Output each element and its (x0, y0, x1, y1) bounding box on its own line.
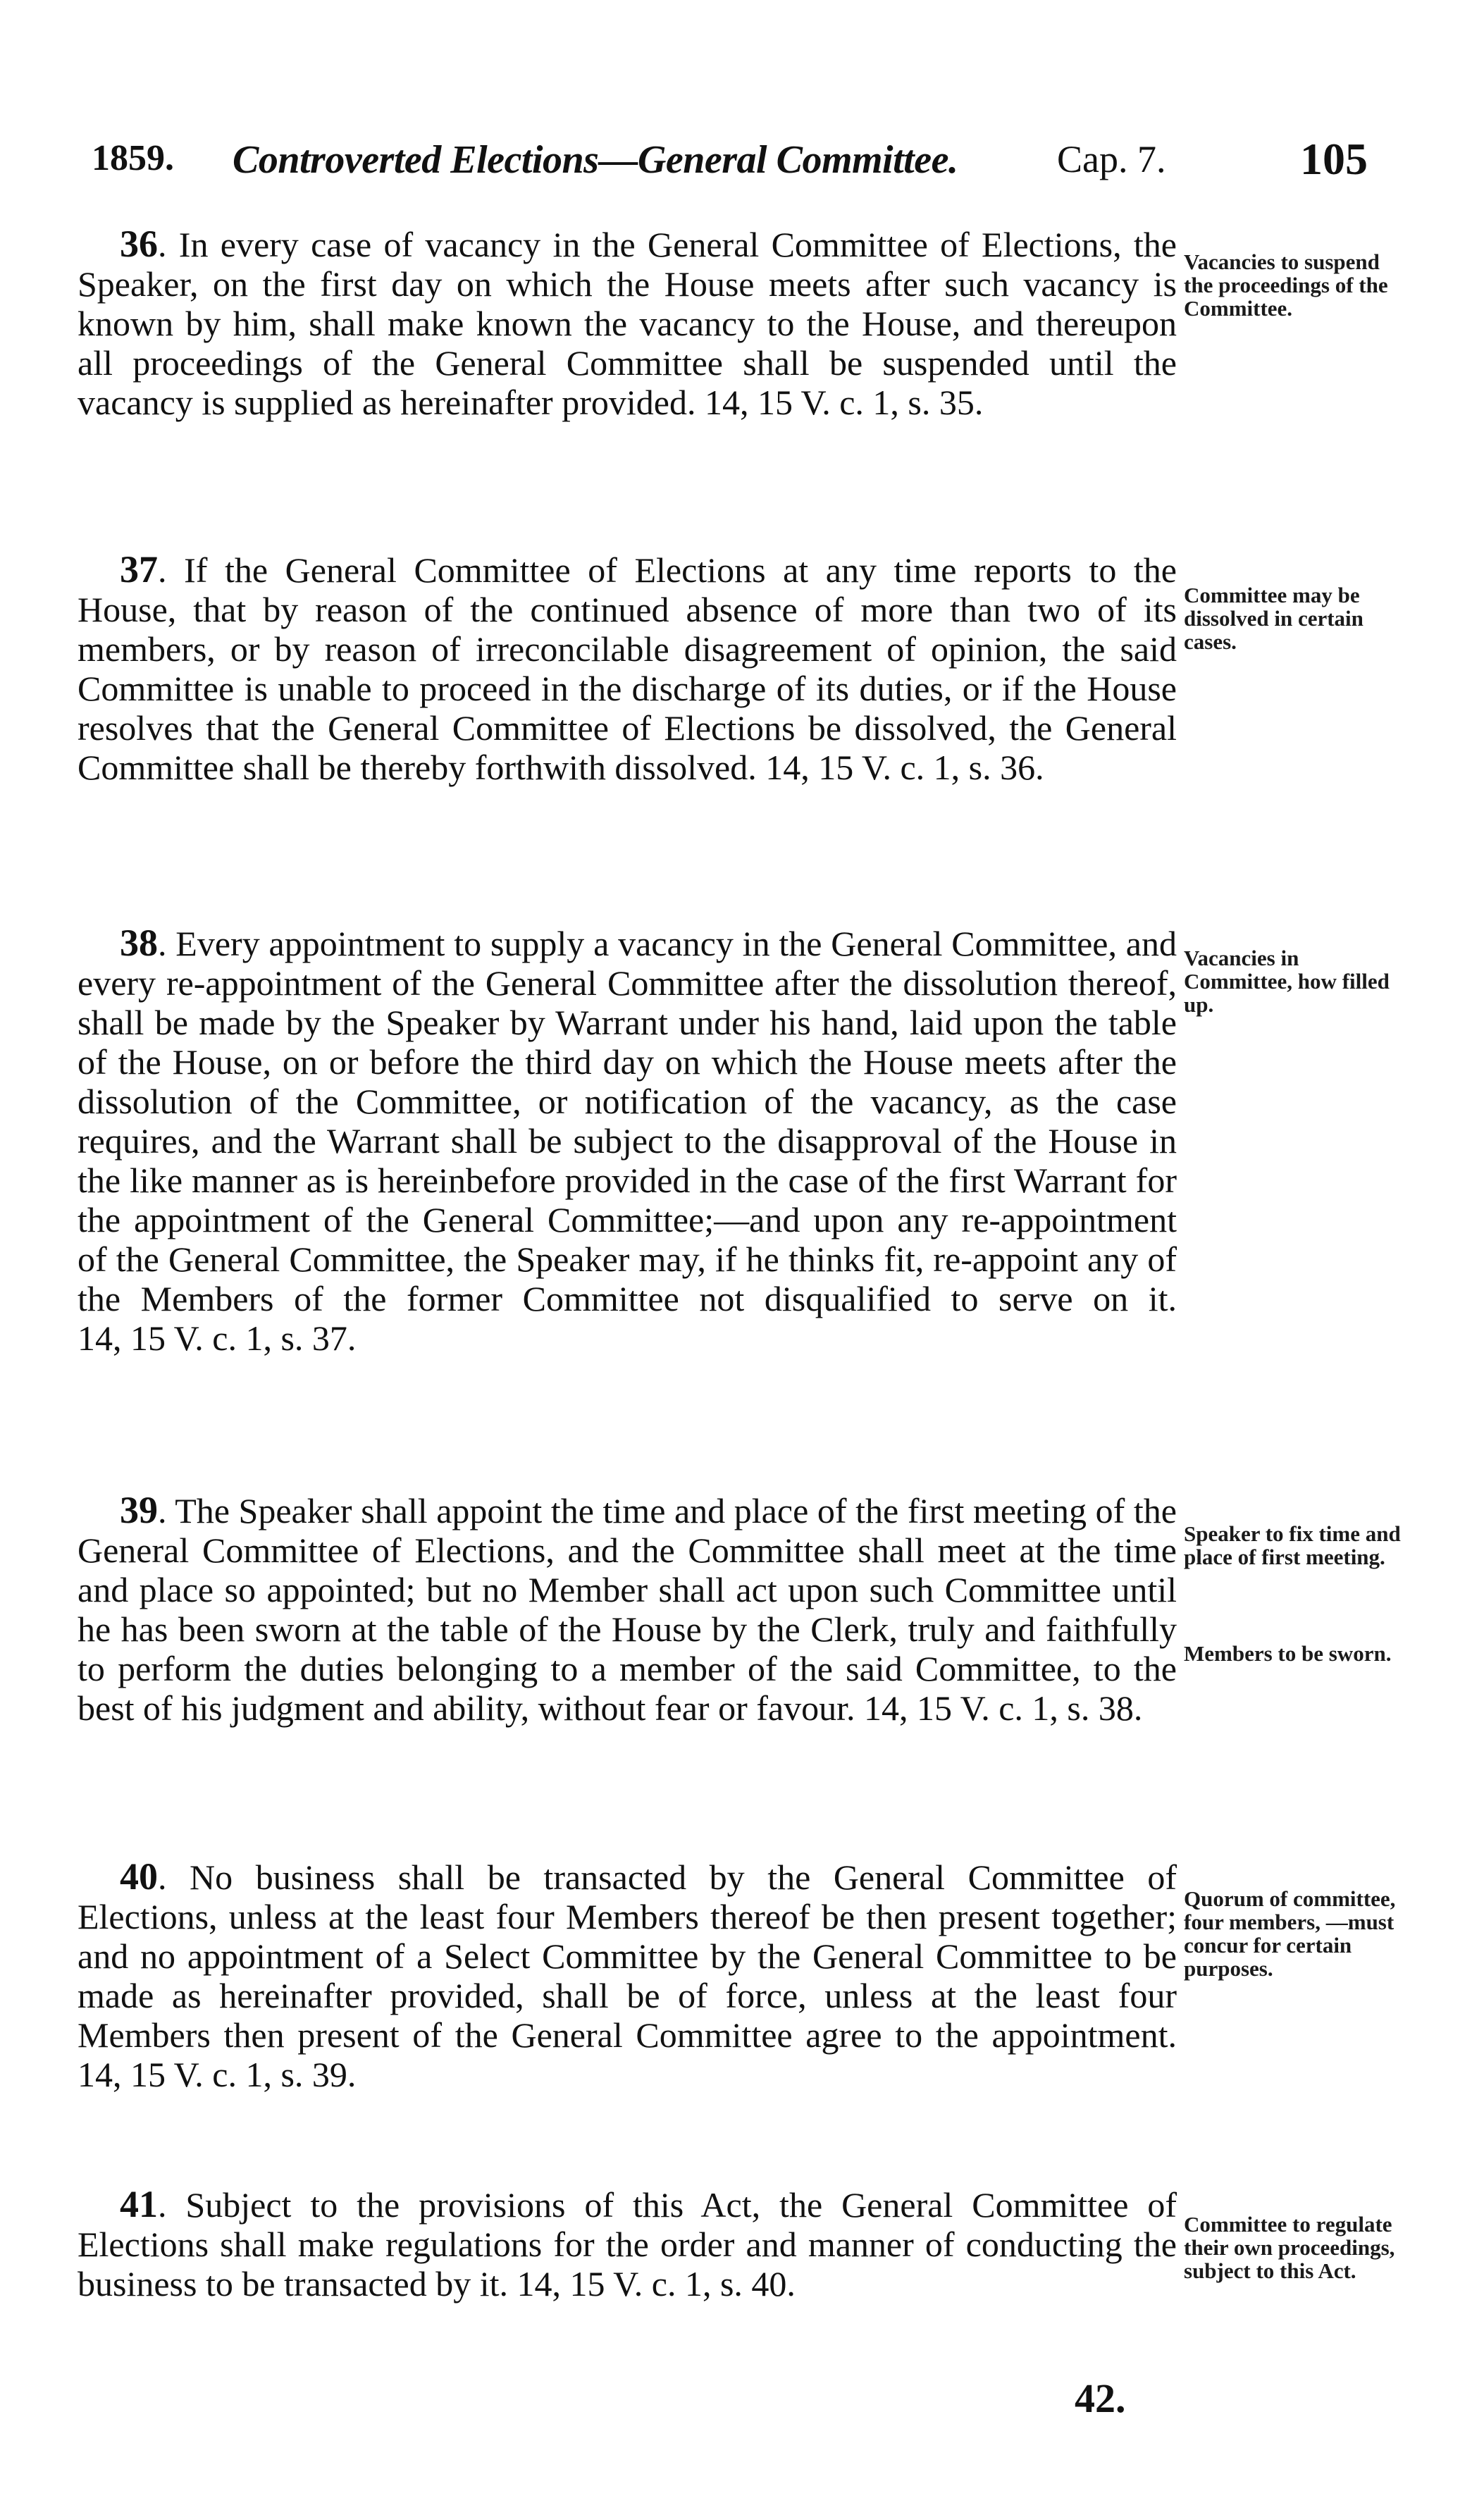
header-chapter: Cap. 7. (1057, 138, 1166, 180)
section-citation: 14, 15 V. c. 1, s. 35. (704, 383, 984, 422)
section-paragraph (78, 1490, 1177, 1728)
section-paragraph (78, 550, 1177, 787)
section-number: 36 (120, 223, 158, 265)
section-number: 38 (120, 922, 158, 964)
section-text: . The Speaker shall appoint the time and place of the first meeting of the General Committee of Elections, and the Committee shall meet at the time and place so appointed; but no Member shall act upon such Committee until he has been sworn at the table of the House by the Clerk, truly and faithfully to perform the duties belonging to a member of the said Committee, to the best of his judgment and ability, without fear or favour. (78, 1491, 1177, 1728)
margin-note-40: Quorum of committee, four members, —must concur for certain purposes. (1184, 1886, 1396, 1981)
section-number: 37 (120, 548, 158, 590)
section-number: 39 (120, 1489, 158, 1531)
section-text: . If the General Committee of Elections at any time reports to the House, that by reason of the continued absence of more than two of its members, or by reason of irreconcilable disagreement of opinion, the said Committee is unable to proceed in the discharge of its duties, or if the House resolves that the General Committee of Elections be dissolved, the General Committee shall be thereby forthwith dissolved. (78, 550, 1177, 787)
section-citation: 14, 15 V. c. 1, s. 40. (517, 2264, 796, 2303)
margin-note-37: Committee may be dissolved in certain cases. (1184, 583, 1364, 654)
section-citation: 14, 15 V. c. 1, s. 36. (765, 748, 1044, 787)
section-number: 41 (120, 2183, 158, 2225)
section-citation: 14, 15 V. c. 1, s. 37. (78, 1318, 357, 1358)
section-citation: 14, 15 V. c. 1, s. 39. (78, 2055, 357, 2094)
section-36 (78, 224, 1177, 422)
section-text: . Every appointment to supply a vacancy in the General Committee, and every re-appointment of the General Committee after the dissolution thereof, shall be made by the Speaker by Warrant under his hand, laid upon the table of the House, on or before the third day on which the House meets after the dissolution of the Committee, or notification of the vacancy, as the case requires, and the Warrant shall be subject to the disapproval of the House in the like manner as is hereinbefore provided in the case of the first Warrant for the appointment of the General Committee;—and upon any re-appointment of the General Committee, the Speaker may, if he thinks fit, re-appoint any of the Members of the former Committee not disqualified to serve on it. (78, 924, 1177, 1318)
section-40 (78, 1857, 1177, 2094)
section-citation: 14, 15 V. c. 1, s. 38. (863, 1688, 1143, 1728)
section-text: . In every case of vacancy in the General Committee of Elections, the Speaker, on the first day on which the House meets after such vacancy is known by him, shall make known the vacancy to the House, and thereupon all proceedings of the General Committee shall be suspended until the vacancy is supplied as hereinafter provided. (78, 225, 1177, 422)
section-paragraph (78, 1857, 1177, 2094)
section-paragraph (78, 2184, 1177, 2303)
header-year: 1859. (92, 138, 174, 178)
section-41 (78, 2184, 1177, 2303)
page-number: 105 (1300, 134, 1368, 184)
section-37 (78, 550, 1177, 787)
catchword: 42. (1075, 2375, 1126, 2421)
section-paragraph (78, 923, 1177, 1358)
section-text: . Subject to the provisions of this Act, the General Committee of Elections shall make regulations for the order and manner of conducting the business to be transacted by it. (78, 2185, 1177, 2303)
margin-note-39: Speaker to fix time and place of first meeting. (1184, 1521, 1401, 1569)
margin-note-41: Committee to regulate their own proceedings, subject to this Act. (1184, 2212, 1395, 2283)
margin-note-38: Vacancies in Committee, how filled up. (1184, 946, 1390, 1017)
section-text: . No business shall be transacted by the General Committee of Elections, unless at the least four Members thereof be then present together; and no appointment of a Select Committee by the General Committee to be made as hereinafter provided, shall be of force, unless at the least four Members then present of the General Committee agree to the appointment. (78, 1857, 1177, 2055)
margin-note-36: Vacancies to suspend the proceedings of the Committee. (1184, 249, 1388, 321)
section-number: 40 (120, 1855, 158, 1898)
section-38 (78, 923, 1177, 1358)
margin-note-39b: Members to be sworn. (1184, 1641, 1392, 1666)
section-39 (78, 1490, 1177, 1728)
running-header (92, 130, 1423, 194)
header-title: Controverted Elections—General Committee. (233, 138, 958, 182)
section-paragraph (78, 224, 1177, 422)
